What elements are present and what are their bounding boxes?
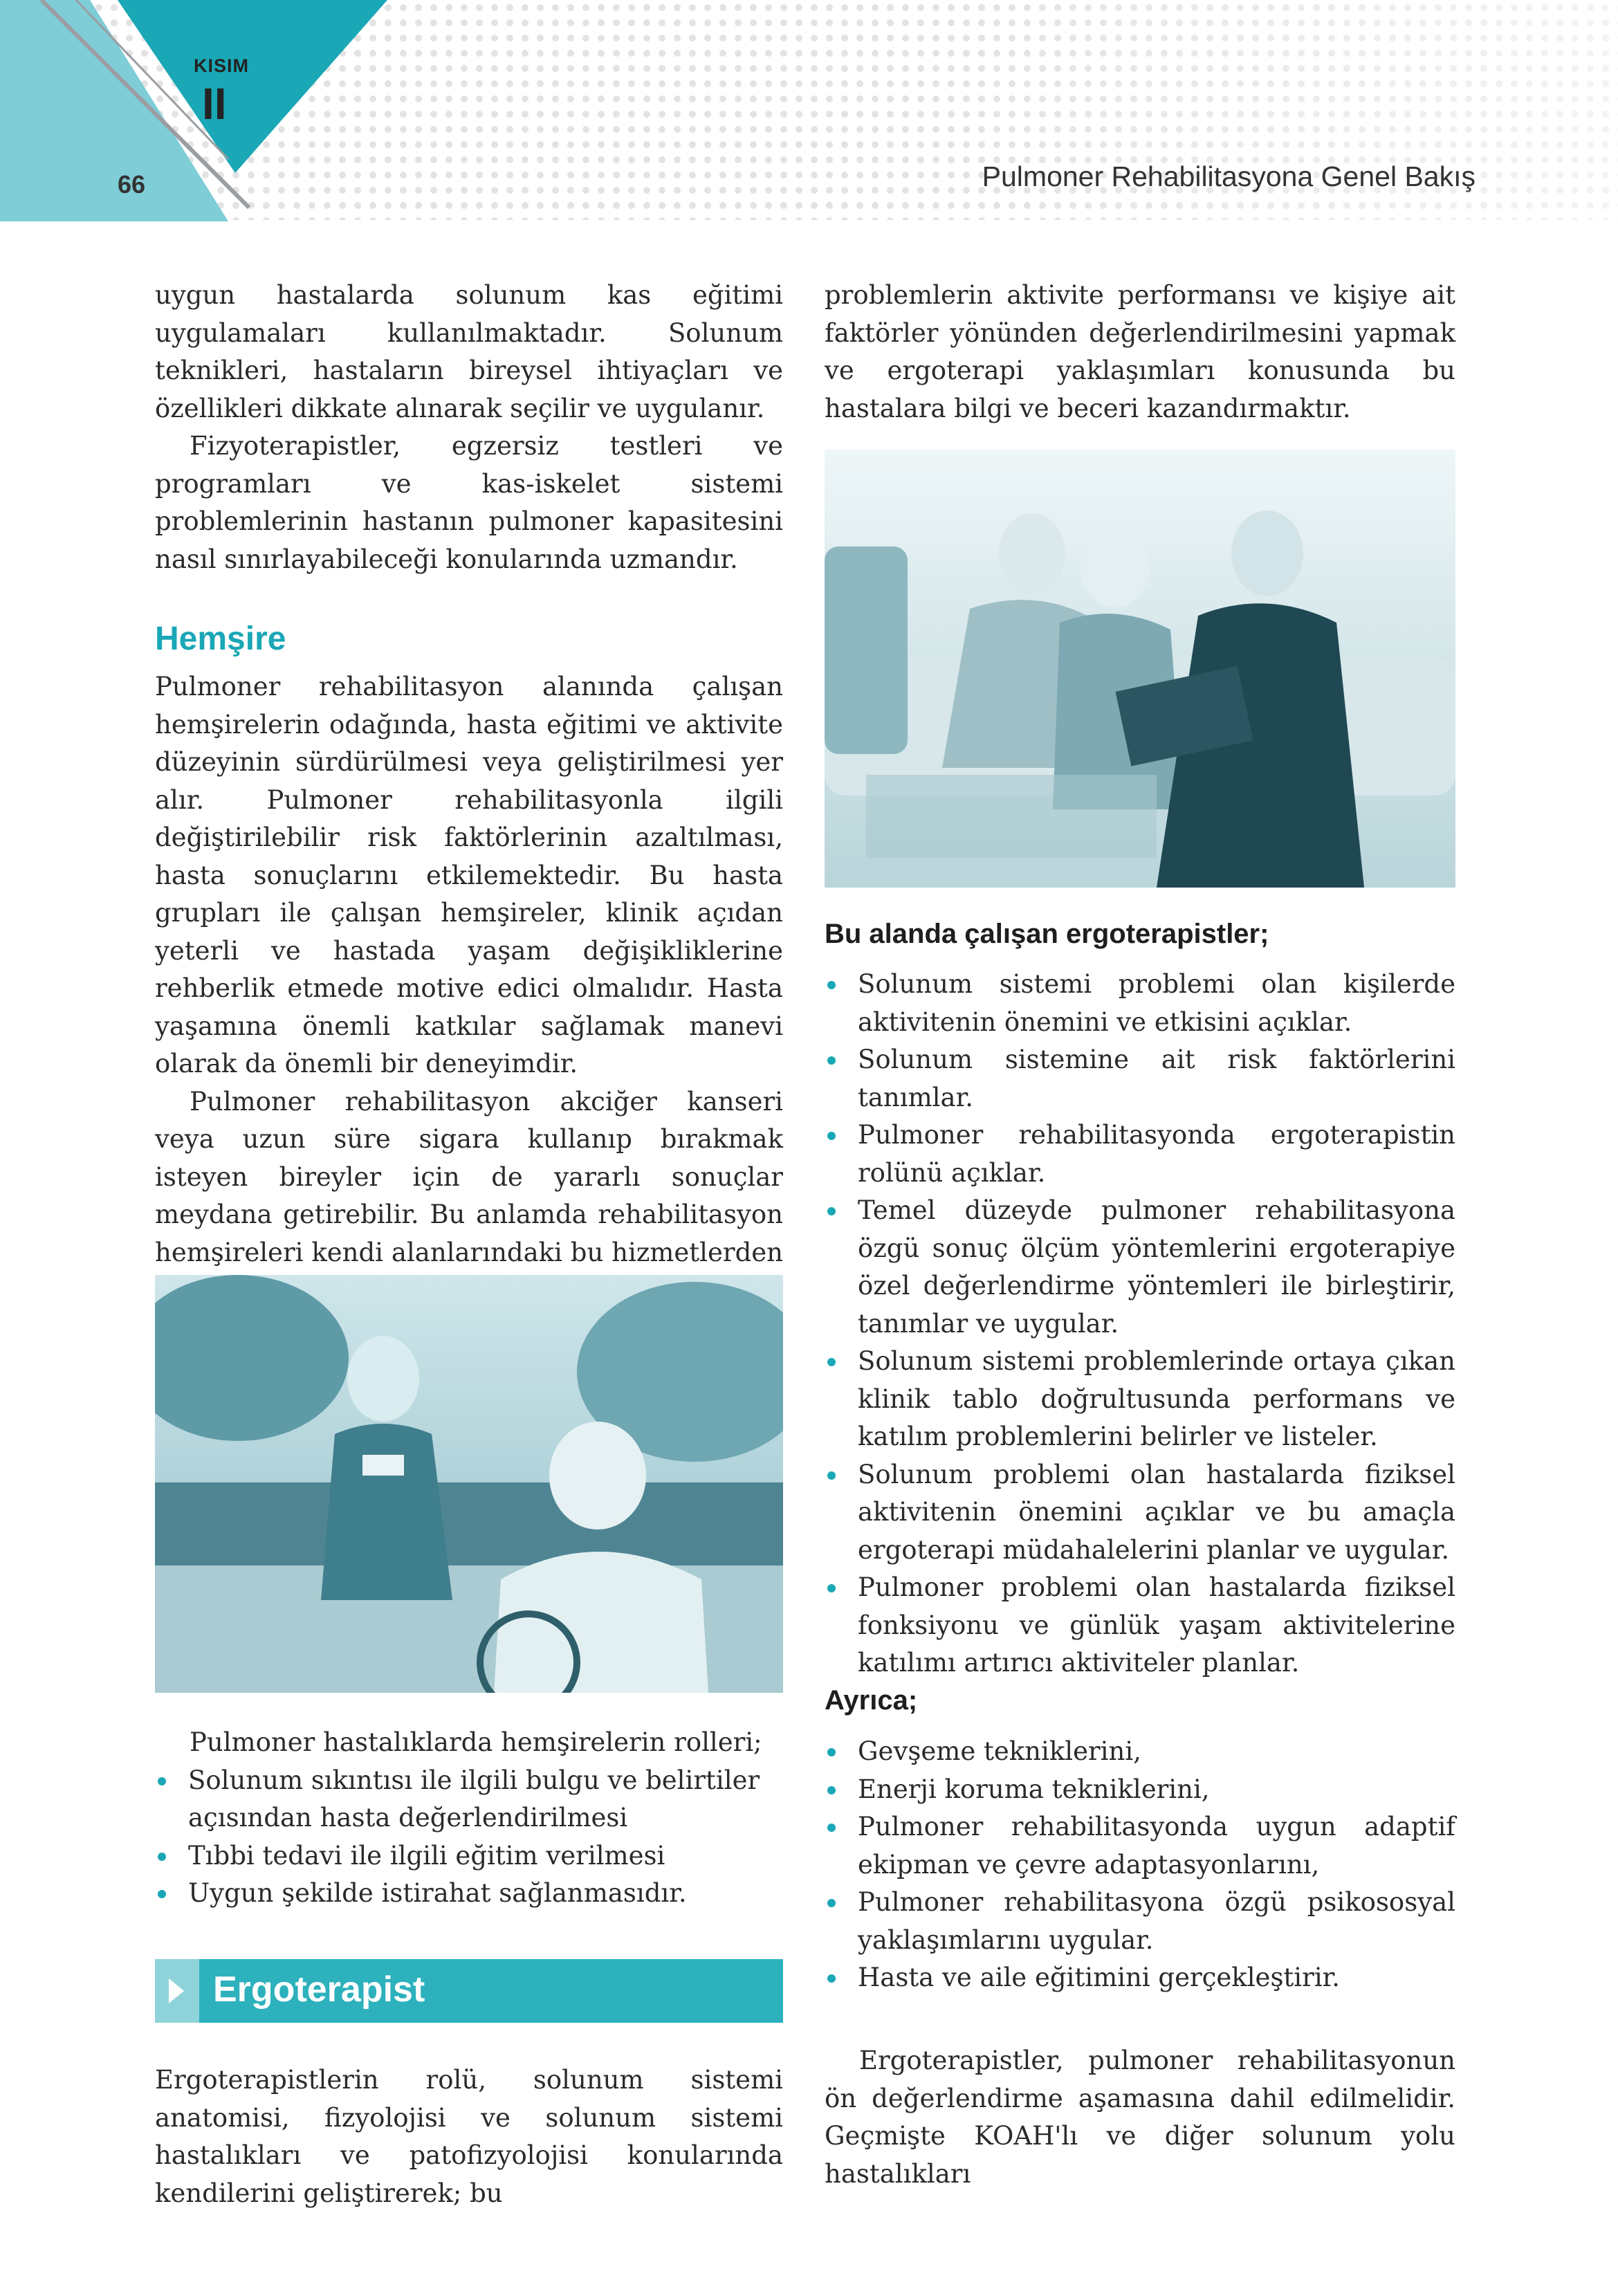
- page-number: 66: [118, 170, 146, 199]
- paragraph: Ergoterapistlerin rolü, solunum sistemi anatomisi, fizyolojisi ve solunum sistemi hastalıkları ve patofizyolojisi konularında kendilerini geliştirerek; bu: [155, 2065, 783, 2208]
- nurse-text: [155, 668, 783, 1310]
- ergo-list-block: [825, 966, 1455, 1682]
- part-label: KISIM: [194, 55, 250, 76]
- nurse-roles-list: [155, 1762, 783, 1913]
- paragraph: uygun hastalarda solunum kas eğitimi uygulamaları kullanılmaktadır. Solunum teknikleri, hastaların bireysel ihtiyaçları ve özellikleri dikkate alınarak seçilir ve uygulanır.: [155, 280, 783, 423]
- photo-illustration: [155, 1275, 783, 1693]
- also-heading: Ayrıca;: [825, 1685, 918, 1716]
- list-item: Solunum sistemine ait risk faktörlerini tanımlar.: [825, 1041, 1455, 1117]
- nurse-heading: Hemşire: [155, 621, 286, 657]
- ergo-text: [155, 2061, 783, 2212]
- list-item: Pulmoner rehabilitasyona özgü psikososyal yaklaşımlarını uygular.: [825, 1884, 1455, 1959]
- paragraph: Ergoterapistler, pulmoner rehabilitasyonun ön değerlendirme aşamasına dahil edilmelidir. Geçmişte KOAH'lı ve diğer solunum yolu hastalıkları: [825, 2046, 1455, 2189]
- closing-text: [825, 2042, 1455, 2193]
- right-intro-text: [825, 277, 1455, 428]
- part-numeral: II: [202, 79, 227, 129]
- banner-tab: [155, 1959, 199, 2023]
- ergo-heading: Ergoterapist: [213, 1969, 425, 2010]
- photo-illustration: [825, 450, 1455, 888]
- also-list: [825, 1733, 1455, 1997]
- nurse-roles: [155, 1724, 783, 1913]
- list-item: Pulmoner rehabilitasyonda ergoterapistin rolünü açıklar.: [825, 1117, 1455, 1192]
- running-title: Pulmoner Rehabilitasyona Genel Bakış: [982, 160, 1475, 192]
- paragraph: Pulmoner rehabilitasyon akciğer kanseri veya uzun süre sigara kullanıp bırakmak isteyen bireyler için de yararlı sonuçlar meydana getirebilir. Bu anlamda rehabilitasyon hemşireleri kendi alanlarındaki bu hizmetlerden: [155, 1086, 783, 1267]
- ergo-duties-list: [825, 966, 1455, 1682]
- ergoterapist-banner: [155, 1959, 783, 2023]
- list-item: Pulmoner rehabilitasyonda uygun adaptif ekipman ve çevre adaptasyonlarını,: [825, 1808, 1455, 1884]
- left-intro-text: [155, 277, 783, 578]
- list-item: Uygun şekilde istirahat sağlanmasıdır.: [155, 1875, 783, 1913]
- list-item: Solunum sistemi problemi olan kişilerde aktivitenin önemini ve etkisini açıklar.: [825, 966, 1455, 1041]
- also-list-block: [825, 1733, 1455, 1997]
- nurse-with-patient-photo: [155, 1275, 783, 1693]
- paragraph: Pulmoner rehabilitasyon alanında çalışan hemşirelerin odağında, hasta eğitimi ve aktivite düzeyinin sürdürülmesi veya geliştirilmesi yer alır. Pulmoner rehabilitasyonla ilgili değiştirilebilir risk faktörlerinin azaltılması, hasta sonuçlarını etkilemektedir. Bu hasta grupları ile çalışan hemşireler, klinik açıdan yeterli ve hastada yaşam değişikliklerine rehberlik etmede motive edici olmalıdır. Hasta yaşamına önemli katkılar sağlamak manevi olarak da önemli bir deneyimdir.: [155, 672, 783, 1078]
- list-item: Solunum sıkıntısı ile ilgili bulgu ve belirtiler açısından hasta değerlendirilmesi: [155, 1762, 783, 1837]
- list-item: Enerji koruma tekniklerini,: [825, 1771, 1455, 1809]
- list-item: Gevşeme tekniklerini,: [825, 1733, 1455, 1771]
- list-item: Temel düzeyde pulmoner rehabilitasyona özgü sonuç ölçüm yöntemlerini ergoterapiye özel değerlendirme yöntemleri ile birleştirir, tanımlar ve uygular.: [825, 1192, 1455, 1343]
- consultation-photo: [825, 450, 1455, 888]
- list-item: Hasta ve aile eğitimini gerçekleştirir.: [825, 1959, 1455, 1997]
- list-item: Solunum sistemi problemlerinde ortaya çıkan klinik tablo doğrultusunda performans ve katılım problemlerini belirler ve listeler.: [825, 1343, 1455, 1456]
- paragraph: Fizyoterapistler, egzersiz testleri ve programları ve kas-iskelet sistemi problemlerinin hastanın pulmoner kapasitesini nasıl sınırlayabileceği konularında uzmandır.: [155, 431, 783, 574]
- list-item: Pulmoner problemi olan hastalarda fiziksel fonksiyonu ve günlük yaşam aktivitelerine katılımı artırıcı aktiviteler planlar.: [825, 1569, 1455, 1682]
- list-item: Tıbbi tedavi ile ilgili eğitim verilmesi: [155, 1837, 783, 1875]
- paragraph: problemlerin aktivite performansı ve kişiye ait faktörler yönünden değerlendirilmesini yapmak ve ergoterapi yaklaşımları konusunda bu hastalara bilgi ve beceri kazandırmaktır.: [825, 280, 1455, 423]
- nurse-roles-intro: Pulmoner hastalıklarda hemşirelerin rolleri;: [190, 1727, 762, 1757]
- ergo-list-heading: Bu alanda çalışan ergoterapistler;: [825, 919, 1269, 949]
- play-arrow-icon: [169, 1978, 184, 2003]
- page-header: [0, 0, 1618, 221]
- list-item: Solunum problemi olan hastalarda fiziksel aktivitenin önemini açıklar ve bu amaçla ergoterapi müdahalelerini planlar ve uygular.: [825, 1456, 1455, 1570]
